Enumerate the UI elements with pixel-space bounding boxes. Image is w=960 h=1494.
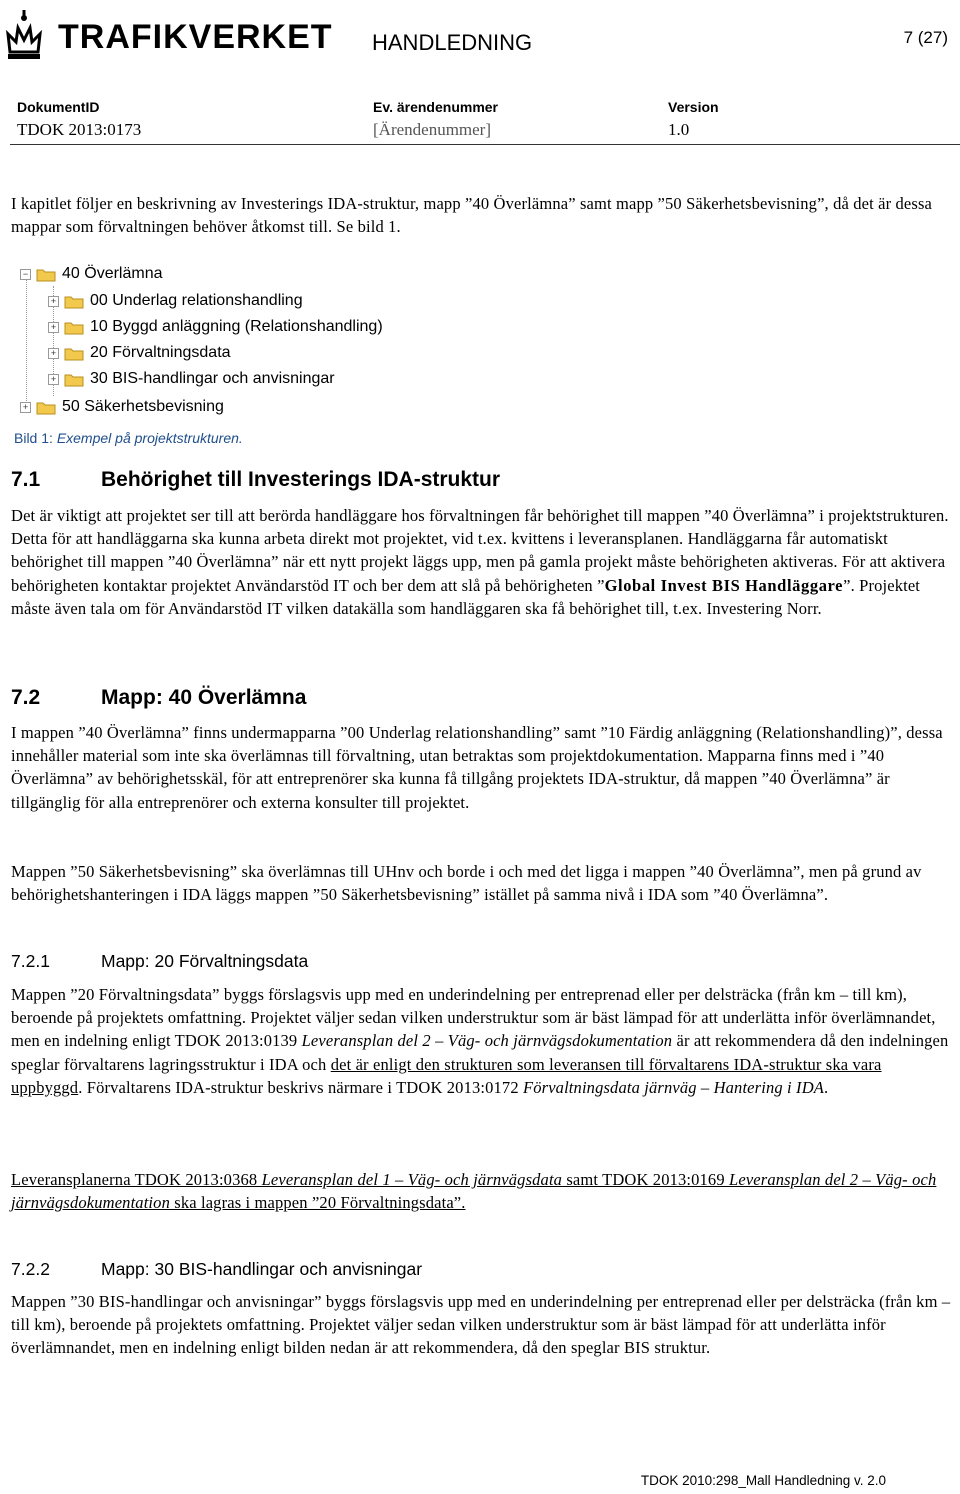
heading-7-2-number: 7.2 [11, 686, 41, 709]
expand-icon: + [48, 322, 59, 333]
document-type: HANDLEDNING [372, 30, 533, 55]
tree-item-label: 00 Underlag relationshandling [90, 292, 303, 309]
folder-icon [64, 320, 84, 335]
tree-item-label: 40 Överlämna [62, 265, 163, 282]
folder-icon [36, 400, 56, 415]
folder-icon [64, 294, 84, 309]
tree-item-label: 50 Säkerhetsbevisning [62, 398, 224, 415]
footer-template-id: TDOK 2010:298_Mall Handledning v. 2.0 [640, 1473, 886, 1488]
tree-item-label: 30 BIS-handlingar och anvisningar [90, 370, 335, 387]
header-divider [10, 144, 960, 145]
heading-7-2-1-title: Mapp: 20 Förvaltningsdata [101, 951, 309, 971]
meta-label-case: Ev. ärendenummer [373, 99, 499, 115]
heading-7-2-2-number: 7.2.2 [11, 1259, 50, 1279]
tree-item-40 [20, 262, 163, 286]
tree-item-10 [48, 315, 383, 339]
heading-7-2-title: Mapp: 40 Överlämna [101, 686, 307, 709]
folder-icon [64, 372, 84, 387]
section-7-1-paragraph: Det är viktigt att projektet ser till att berörda handläggare hos förvaltningen får behörighet till mappen ”40 Överlämna” i projektstrukturen. Detta för att handläggarna ska kunna arbeta direkt mot projektet, vid t.ex. kvittens i leveransplanen. Handläggarna får automatiskt behörighet till mappen ”40 Överlämna” när ett nytt projekt läggs upp, men på gamla projekt måste behörigheten aktiveras. För att aktivera behörigheten kontaktar projektet Användarstöd IT och ber dem att slå på behörigheten ”Global Invest BIS Handläggare”. Projektet måste även tala om för Användarstöd IT vilken datakälla som handläggaren ska få behörighet till, t.ex. Investering Norr. [11, 506, 949, 618]
meta-value-case: [Ärendenummer] [373, 120, 492, 139]
meta-label-version: Version [668, 99, 719, 115]
heading-7-1-number: 7.1 [11, 468, 41, 491]
meta-value-docid: TDOK 2013:0173 [17, 120, 142, 139]
expand-icon: + [20, 402, 31, 413]
section-7-2-paragraph-1: I mappen ”40 Överlämna” finns undermapparna ”00 Underlag relationshandling” samt ”10 Färdig anläggning (Relationshandling)”, dessa innehåller material som inte ska överlämnas till förvaltning, utan betraktas som projektdokumentation. Mapparna finns med i ”40 Överlämna” av behörighetsskäl, för att entreprenörer ska kunna få tillgång projektets IDA-struktur, då mappen ”40 Överlämna” är tillgänglig för alla entreprenörer och externa konsulter till projektet. [11, 723, 943, 812]
tree-item-20 [48, 341, 231, 365]
role-name: Global Invest BIS Handläggare [604, 575, 844, 595]
expand-icon: + [48, 296, 59, 307]
caption-text: Exempel på projektstrukturen. [56, 430, 243, 446]
heading-7-2-1-number: 7.2.1 [11, 951, 50, 971]
expand-icon: + [48, 348, 59, 359]
tree-item-00 [48, 289, 303, 313]
caption-prefix: Bild 1: [14, 430, 53, 446]
tree-item-50 [20, 395, 224, 419]
folder-tree-figure [20, 262, 440, 422]
collapse-icon: − [20, 269, 31, 280]
meta-value-version: 1.0 [668, 120, 690, 139]
section-7-2-1-paragraph-1: Mappen ”20 Förvaltningsdata” byggs förslagsvis upp med en underindelning per entreprenad eller per delsträcka (från km – till km), beroende på projektets omfattning. Projektet väljer sedan vilken understruktur som är bäst lämpad för att underlätta inför överlämnandet, men en indelning enligt TDOK 2013:0139 Leveransplan del 2 – Väg- och järnvägsdokumentation är att rekommendera då den indelningen speglar förvaltarens lagringsstruktur i IDA och det är enligt den strukturen som leveransen till förvaltarens IDA-struktur ska vara uppbyggd. Förvaltarens IDA-struktur beskrivs närmare i TDOK 2013:0172 Förvaltningsdata järnväg – Hantering i IDA. [11, 985, 949, 1097]
tree-item-label: 10 Byggd anläggning (Relationshandling) [90, 318, 383, 335]
tree-item-30 [48, 367, 335, 391]
figure-caption [14, 430, 243, 446]
page-number: 7 (27) [903, 28, 948, 47]
meta-label-docid: DokumentID [17, 99, 100, 115]
section-7-2-1-paragraph-2: Leveransplanerna TDOK 2013:0368 Leveransplan del 1 – Väg- och järnvägsdata samt TDOK 2013:0169 Leveransplan del 2 – Väg- och järnvägsdokumentation ska lagras i mappen ”20 Förvaltningsdata”. [11, 1170, 937, 1213]
section-7-2-paragraph-2: Mappen ”50 Säkerhetsbevisning” ska överlämnas till UHnv och borde i och med det ligga i mappen ”40 Överlämna”, men på grund av behörighetshanteringen i IDA läggs mappen ”50 Säkerhetsbevisning” istället på samma nivå i IDA som ”40 Överlämna”. [11, 862, 922, 905]
crown-icon [8, 10, 40, 59]
logo-wordmark: TRAFIKVERKET [58, 18, 333, 56]
heading-7-1-title: Behörighet till Investerings IDA-struktur [101, 468, 501, 491]
section-7-2-2-paragraph: Mappen ”30 BIS-handlingar och anvisningar” byggs förslagsvis upp med en underindelning per entreprenad eller per delsträcka (från km – till km), beroende på projektets omfattning. Projektet väljer sedan vilken understruktur som är bäst lämpad för att underlätta inför överlämnandet, men en indelning enligt bilden nedan är att rekommendera, då den speglar BIS struktur. [11, 1292, 951, 1358]
tree-item-label: 20 Förvaltningsdata [90, 344, 231, 361]
expand-icon: + [48, 374, 59, 385]
intro-paragraph: I kapitlet följer en beskrivning av Investerings IDA-struktur, mapp ”40 Överlämna” samt mapp ”50 Säkerhetsbevisning”, då det är dessa mappar som förvaltningen behöver åtkomst till. Se bild 1. [11, 194, 933, 237]
folder-icon [64, 346, 84, 361]
folder-open-icon [36, 267, 56, 282]
heading-7-2-2-title: Mapp: 30 BIS-handlingar och anvisningar [101, 1259, 423, 1279]
